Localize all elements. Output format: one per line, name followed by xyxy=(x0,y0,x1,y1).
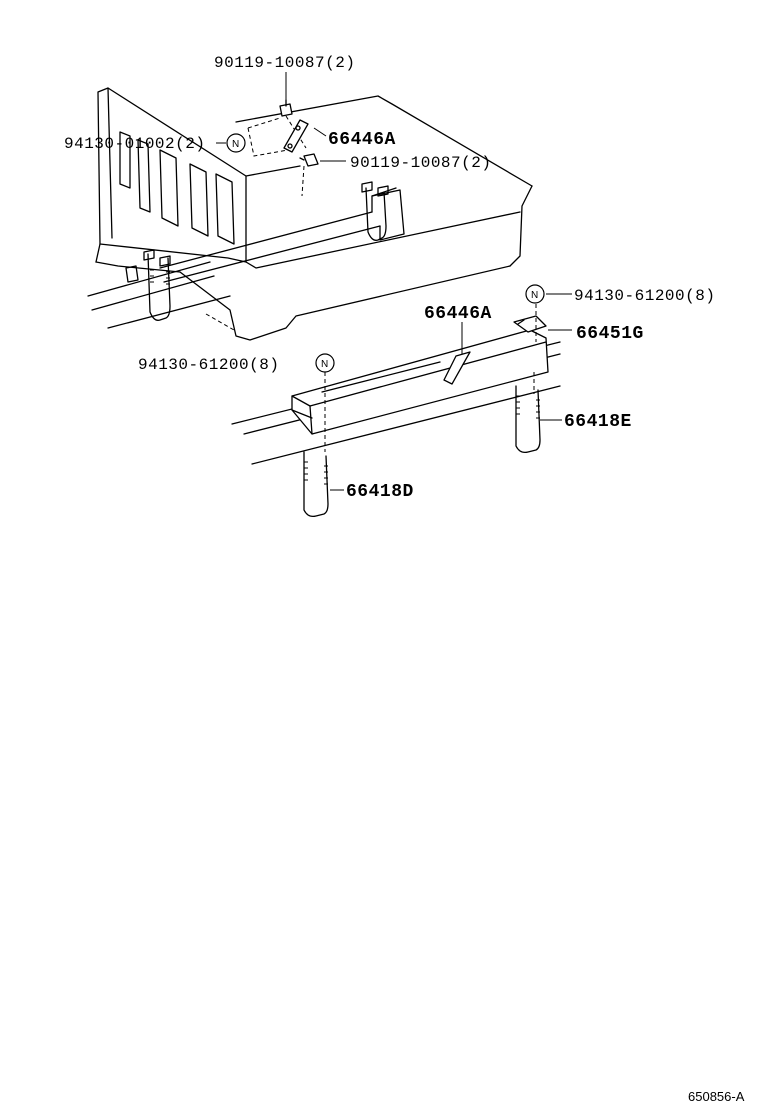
reference-code: 650856-A xyxy=(688,1089,745,1104)
callout-nut-right: 94130-61200(8) xyxy=(574,287,716,305)
callout-bracket-lower: 66446A xyxy=(424,304,492,324)
callout-plate: 66451G xyxy=(576,324,644,344)
callout-bracket-top: 66446A xyxy=(328,130,396,150)
svg-text:N: N xyxy=(232,139,240,150)
svg-text:N: N xyxy=(321,359,329,370)
n-symbol-right xyxy=(526,285,544,303)
callout-ubolt-e: 66418E xyxy=(564,412,632,432)
callout-nut-left: 94130-01002(2) xyxy=(64,135,206,153)
truck-bed-illustration xyxy=(88,88,532,340)
callout-nut-lower-left: 94130-61200(8) xyxy=(138,356,280,374)
hardware-illustration xyxy=(248,100,318,196)
n-symbol-lower xyxy=(316,354,334,372)
callout-ubolt-d: 66418D xyxy=(346,482,414,502)
n-symbol-left xyxy=(227,134,245,152)
callout-bolt-mid: 90119-10087(2) xyxy=(350,154,492,172)
callout-bolt-top: 90119-10087(2) xyxy=(214,54,356,72)
svg-text:N: N xyxy=(531,290,539,301)
